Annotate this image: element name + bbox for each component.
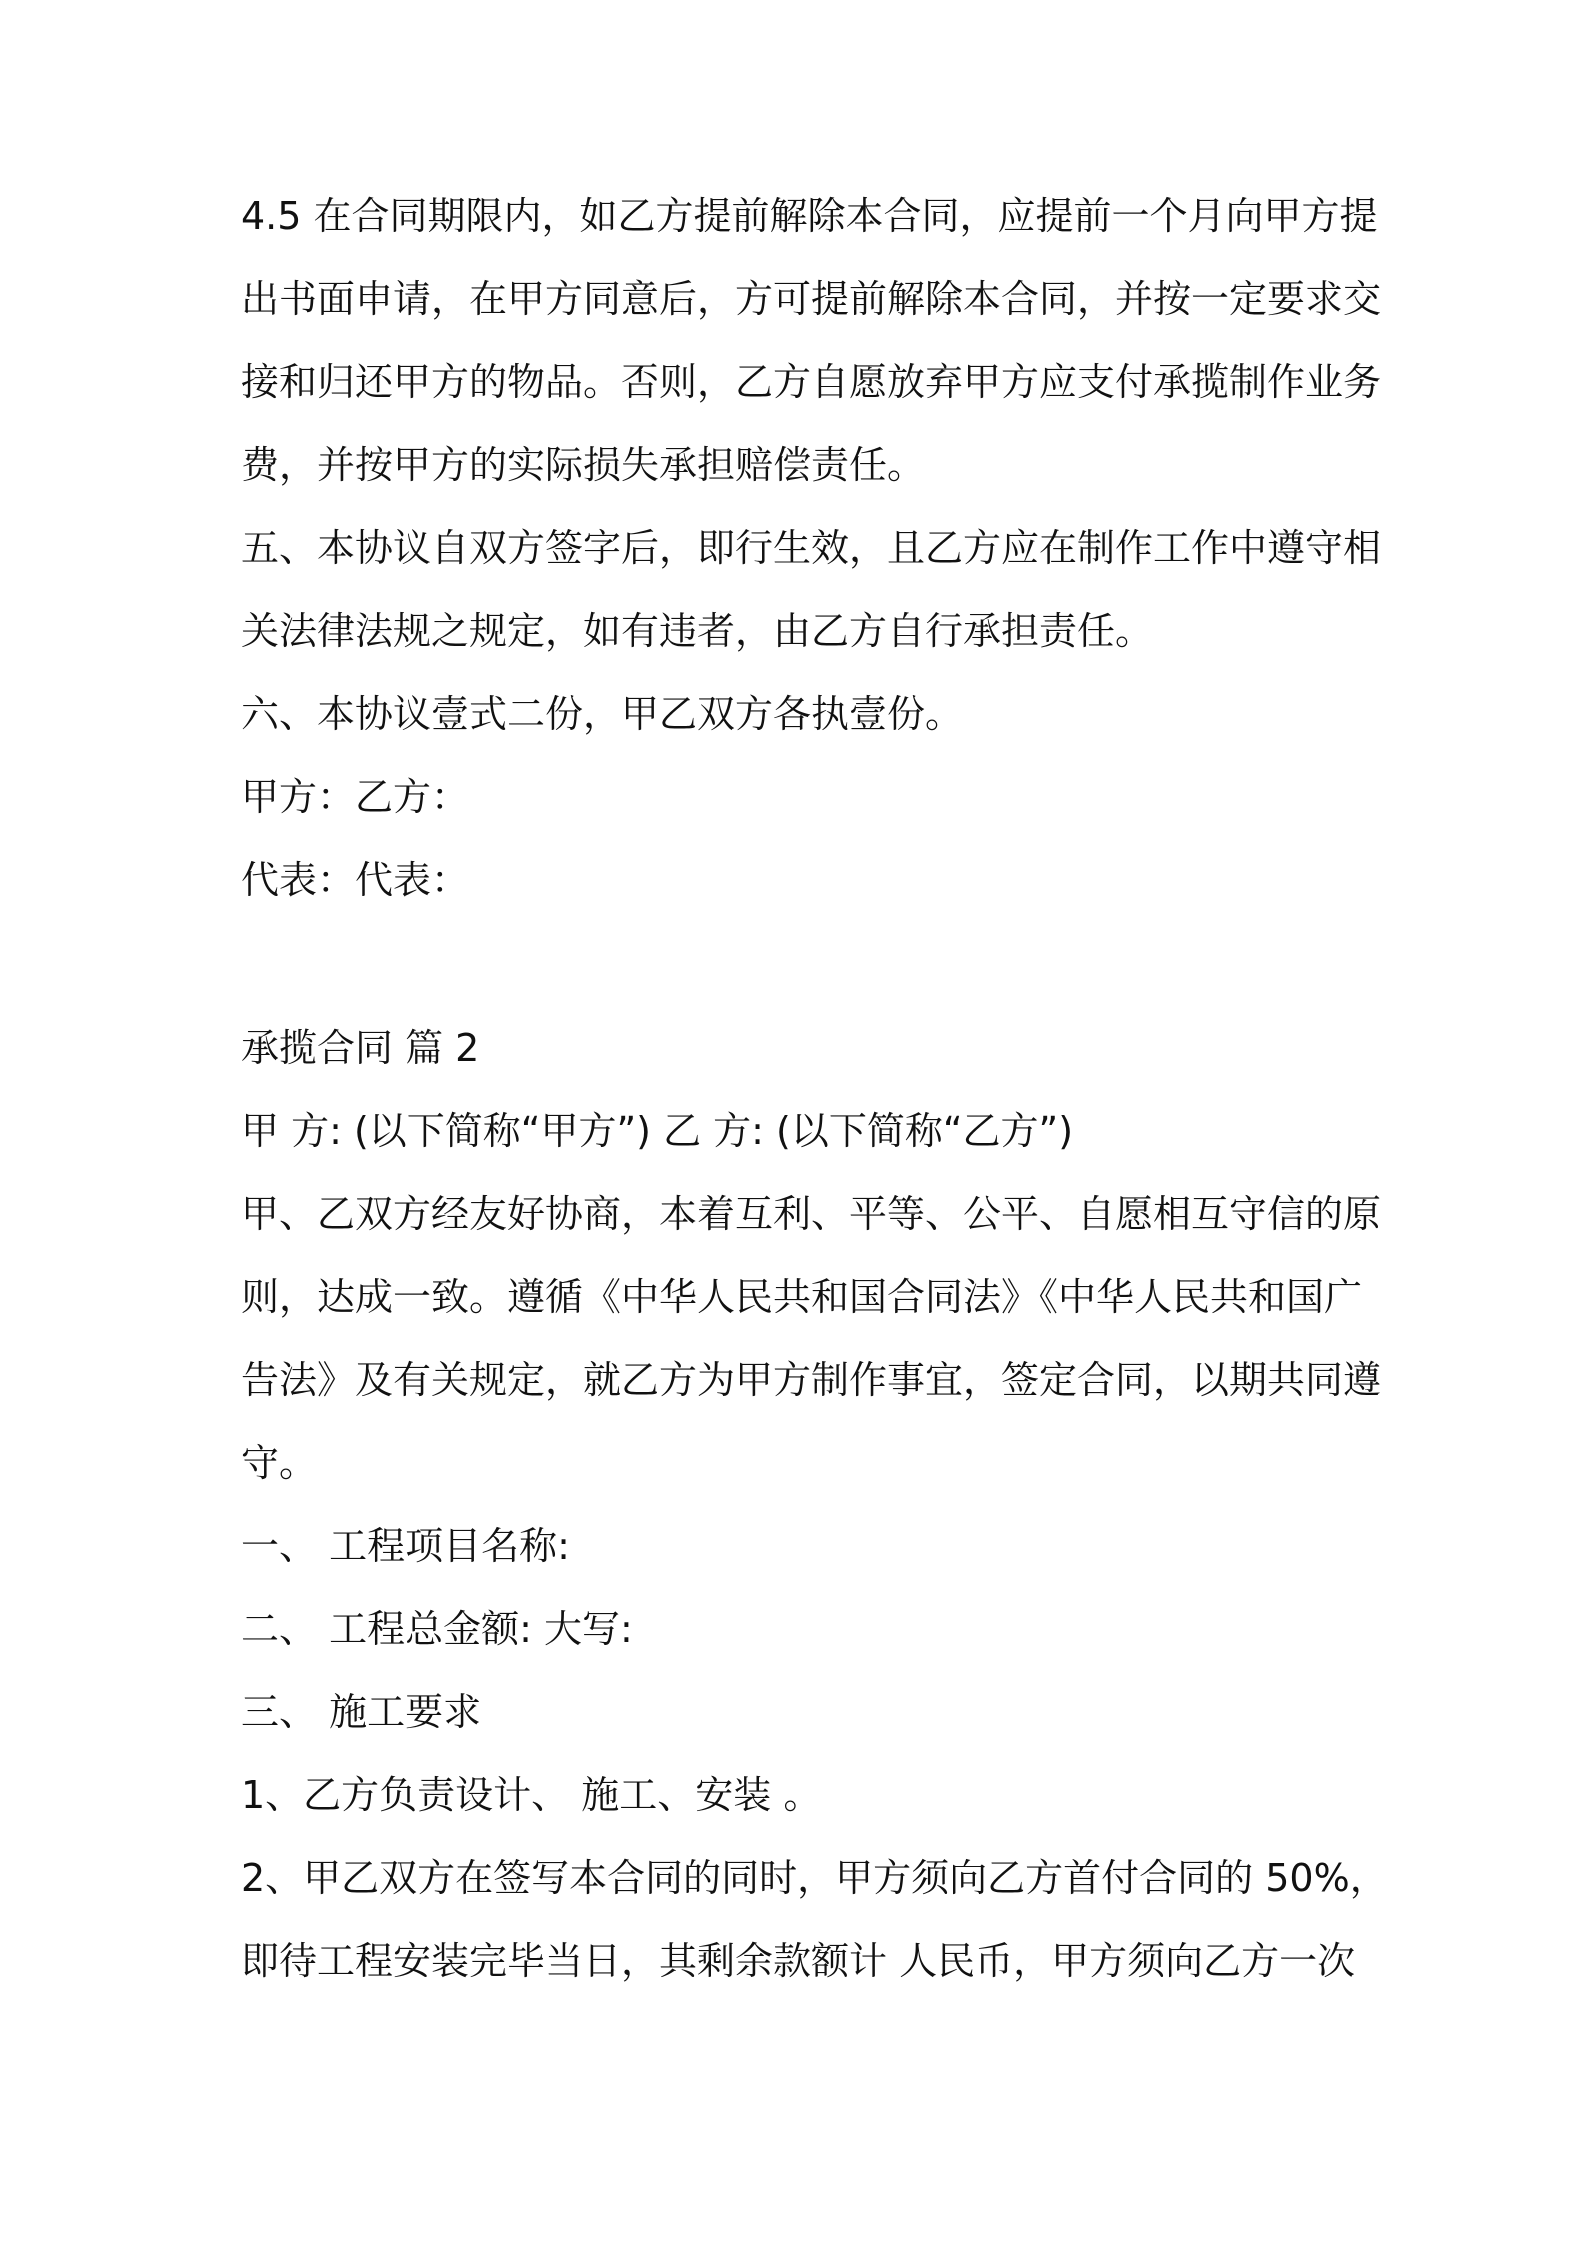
paragraph-line: 出书面申请，在甲方同意后，方可提前解除本合同，并按一定要求交 xyxy=(241,277,1382,321)
section-spacer xyxy=(241,943,1361,1028)
paragraph-line: 接和归还甲方的物品。否则，乙方自愿放弃甲方应支付承揽制作业务 xyxy=(241,360,1382,404)
paragraph-line: 则，达成一致。遵循《中华人民共和国合同法》《中华人民共和国广 xyxy=(241,1275,1363,1319)
document-body xyxy=(241,194,1388,2024)
paragraph-line: 甲、乙双方经友好协商，本着互利、平等、公平、自愿相互守信的原 xyxy=(241,1192,1382,1236)
paragraph-line: 守。 xyxy=(241,1441,318,1485)
section-title: 承揽合同 篇 2 xyxy=(241,1026,480,1070)
clause-line: 一、 工程项目名称: xyxy=(241,1524,570,1568)
clause-line: 即待工程安装完毕当日，其剩余款额计 人民币，甲方须向乙方一次 xyxy=(241,1939,1356,1983)
paragraph-line: 六、本协议壹式二份，甲乙双方各执壹份。 xyxy=(241,692,964,736)
paragraph-line: 五、本协议自双方签字后，即行生效，且乙方应在制作工作中遵守相 xyxy=(241,526,1382,570)
paragraph-line: 费，并按甲方的实际损失承担赔偿责任。 xyxy=(241,443,926,487)
paragraph-line: 关法律法规之规定，如有违者，由乙方自行承担责任。 xyxy=(241,609,1154,653)
clause-line: 2、甲乙双方在签写本合同的同时，甲方须向乙方首付合同的 50%， xyxy=(241,1856,1388,1900)
clause-line: 1、乙方负责设计、 施工、安装 。 xyxy=(241,1773,822,1817)
paragraph-line: 4.5 在合同期限内，如乙方提前解除本合同，应提前一个月向甲方提 xyxy=(241,194,1378,238)
signature-party-line: 甲方：乙方： xyxy=(241,775,470,819)
paragraph-line: 告法》及有关规定，就乙方为甲方制作事宜，签定合同，以期共同遵 xyxy=(241,1358,1382,1402)
clause-line: 二、 工程总金额: 大写: xyxy=(241,1607,633,1651)
signature-representative-line: 代表：代表： xyxy=(241,858,470,902)
clause-line: 三、 施工要求 xyxy=(241,1690,482,1734)
parties-line: 甲 方: (以下简称“甲方”) 乙 方: (以下简称“乙方”) xyxy=(241,1109,1074,1153)
